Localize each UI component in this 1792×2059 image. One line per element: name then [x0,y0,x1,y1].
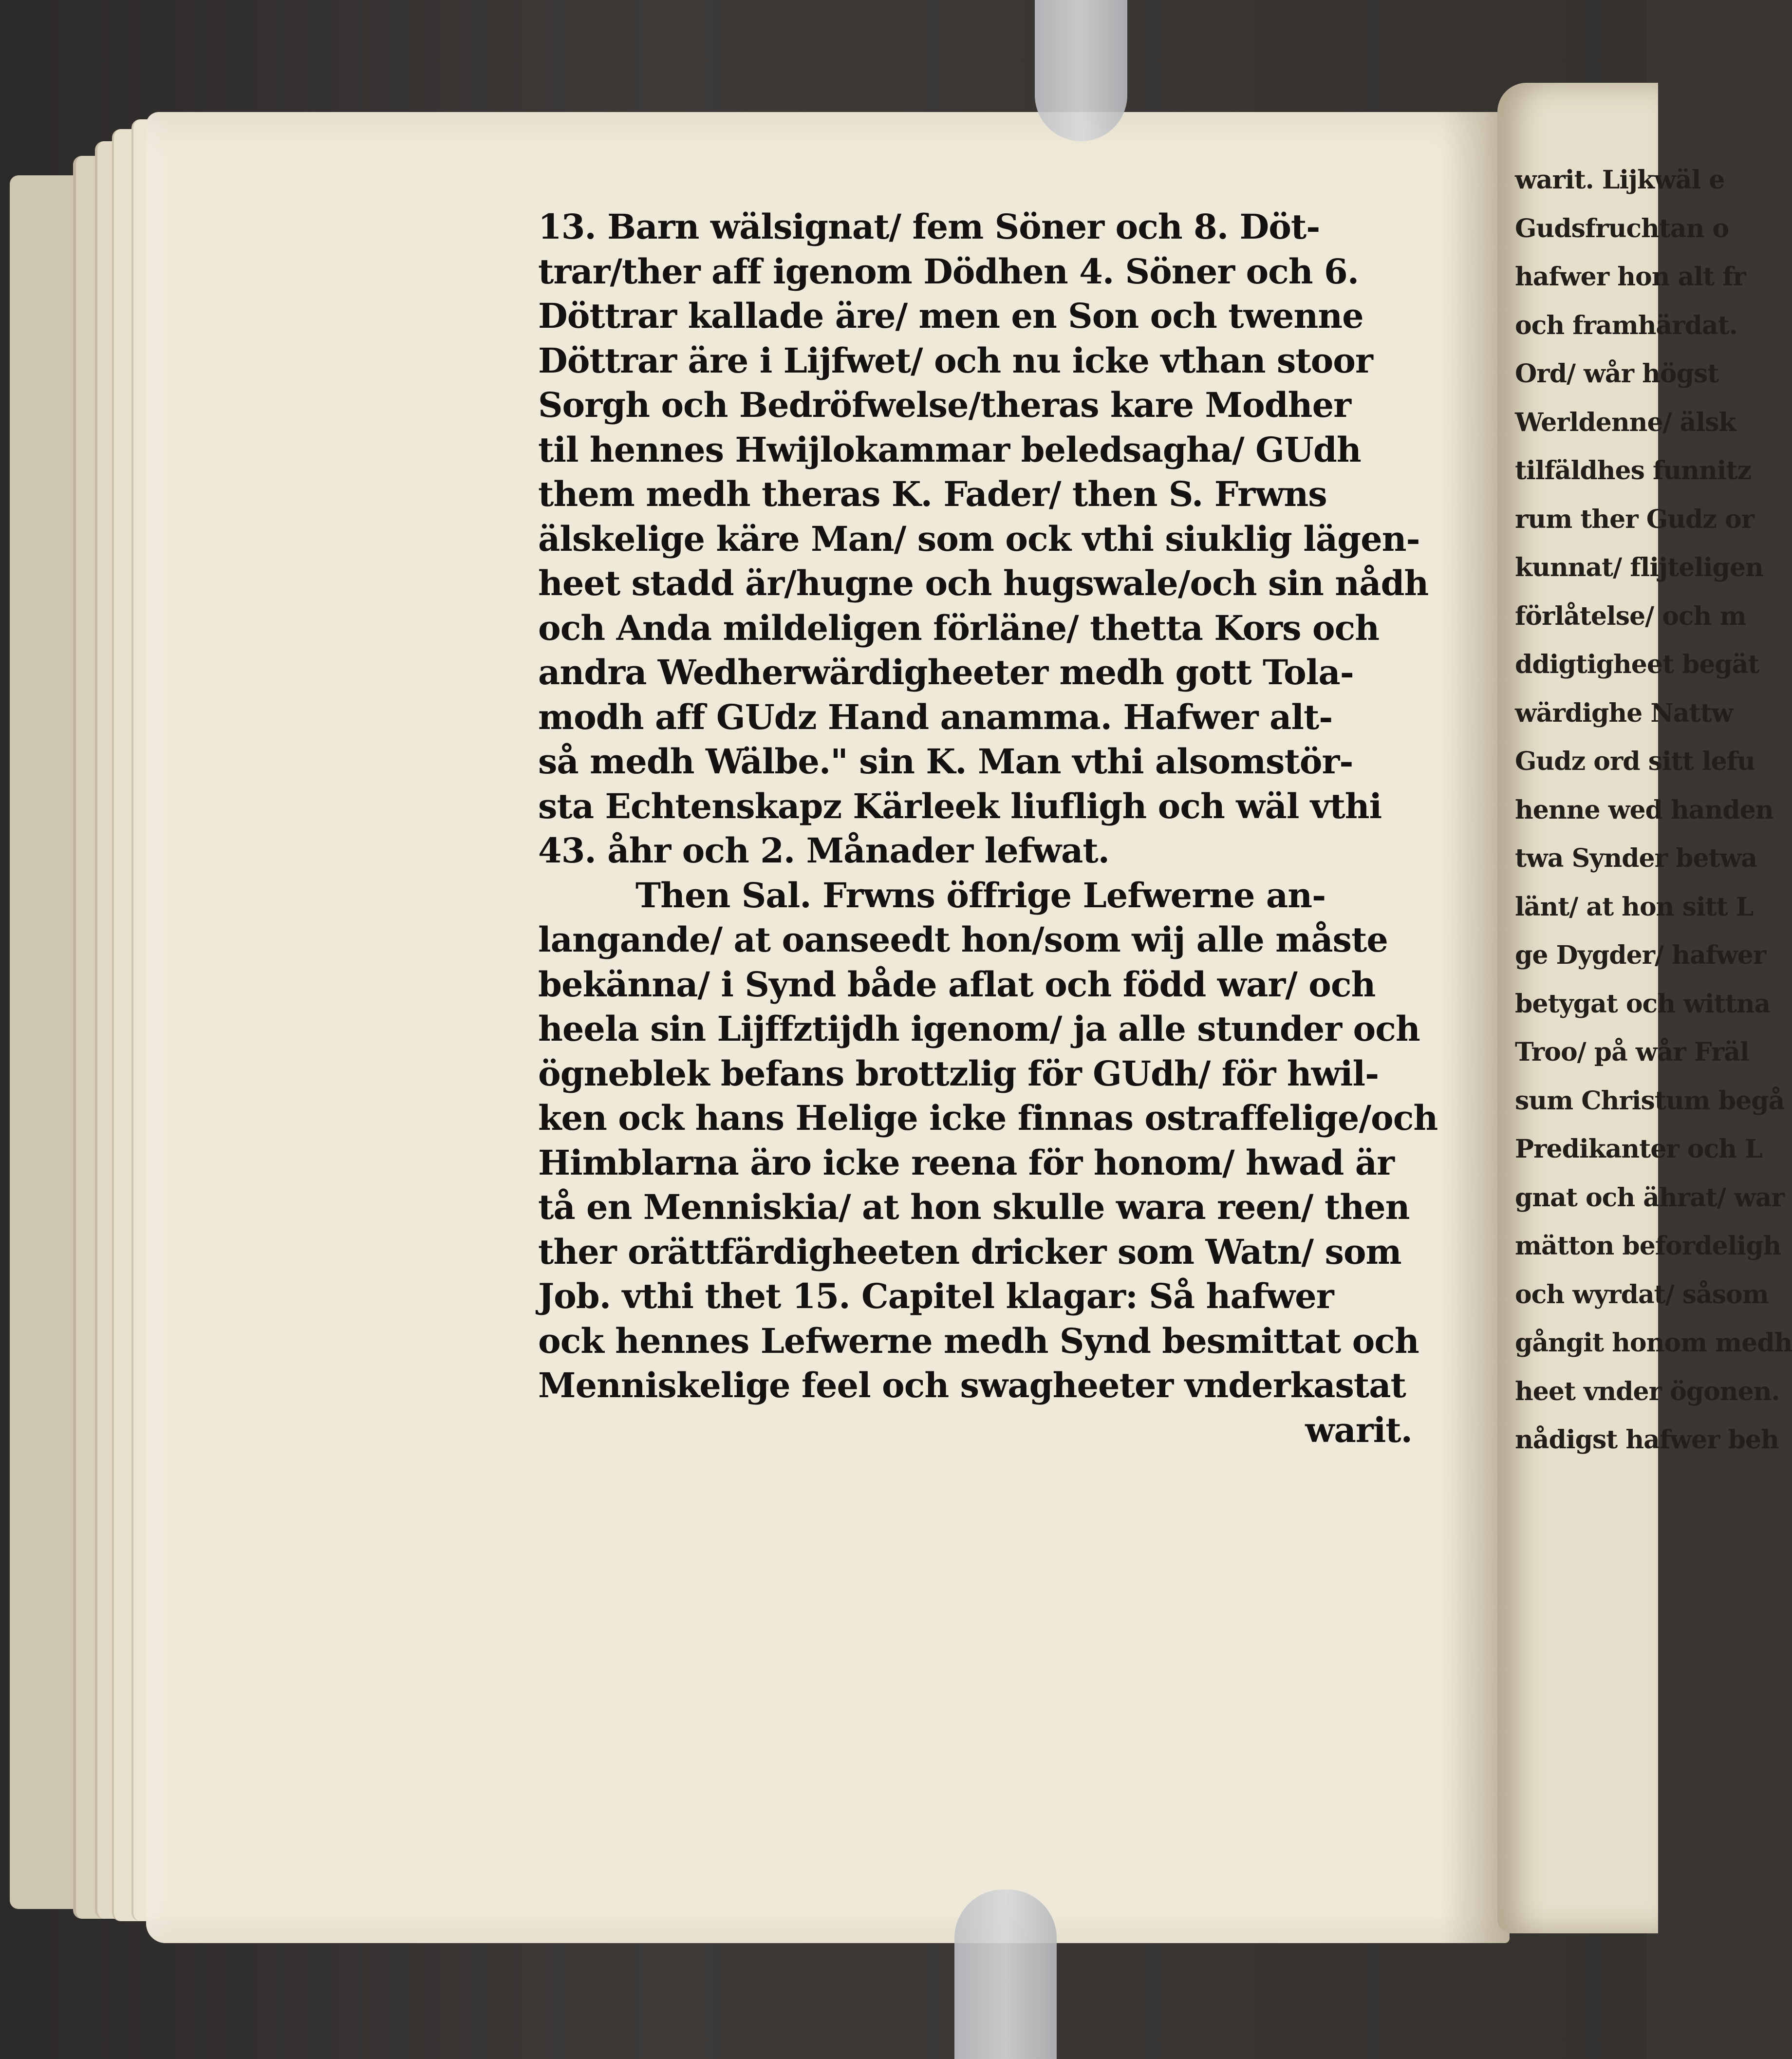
text-line: them medh theras K. Fader/ then S. Frwns [538,474,1327,514]
body-text [538,205,1438,1452]
text-line: Then Sal. Frwns öffrige Lefwerne an- [635,875,1326,916]
text-line: Menniskelige feel och swagheeter vnderkastat [538,1365,1406,1405]
facing-text-line: tilfäldhes funnitz [1515,456,1752,486]
page-clip-top [1035,0,1127,141]
text-line: Job. vthi thet 15. Capitel klagar: Så hafwer [538,1276,1334,1316]
facing-text-line: mätton befordeligh [1515,1231,1781,1261]
facing-text-line: Predikanter och L [1515,1134,1762,1164]
text-line: 13. Barn wälsignat/ fem Söner och 8. Döt- [538,206,1320,247]
text-line: heela sin Lijffztijdh igenom/ ja alle stunder och [538,1009,1420,1049]
text-line: 43. åhr och 2. Månader lefwat. [538,830,1110,871]
text-line: ken ock hans Helige icke finnas ostraffelige/och [538,1098,1438,1138]
facing-text-line: Gudz ord sitt lefu [1515,747,1755,776]
facing-text-line: och wyrdat/ såsom [1515,1279,1769,1310]
text-line: Sorgh och Bedröfwelse/theras kare Modher [538,385,1351,425]
text-line: ock hennes Lefwerne medh Synd besmittat och [538,1320,1419,1361]
text-line: Döttrar äre i Lijfwet/ och nu icke vthan stoor [538,340,1373,381]
facing-text-line: heet vnder ögonen. [1515,1376,1780,1406]
catchword: warit. [1305,1409,1412,1450]
text-line: älskelige käre Man/ som ock vthi siuklig lägen- [538,518,1420,559]
text-line: tå en Menniskia/ at hon skulle wara reen/ then [538,1187,1410,1227]
text-line: andra Wedherwärdigheeter medh gott Tola- [538,652,1354,693]
facing-text-line: förlåtelse/ och m [1515,601,1746,631]
facing-text-line: och framhärdat. [1515,310,1737,340]
text-line: bekänna/ i Synd både aflat och född war/ och [538,964,1376,1005]
facing-text-line: Ord/ wår högst [1515,359,1719,389]
facing-text-line: twa Synder betwa [1515,843,1757,873]
facing-text-line: hafwer hon alt fr [1515,262,1746,292]
facing-text-line: gångit honom medh [1515,1328,1792,1358]
text-line: Döttrar kallade äre/ men en Son och twenne [538,296,1363,336]
page-clip-bottom [954,1890,1057,2059]
facing-page-text [1497,156,1792,1464]
facing-page [1497,83,1792,1933]
text-line: och Anda mildeligen förläne/ thetta Kors och [538,607,1380,648]
facing-text-line: länt/ at hon sitt L [1515,892,1754,922]
facing-text-line: Troo/ på wår Fräl [1515,1037,1749,1067]
facing-text-line: wärdighe Nattw [1515,698,1733,728]
text-line: heet stadd är/hugne och hugswale/och sin nådh [538,563,1429,603]
facing-text-line: rum ther Gudz or [1515,504,1755,534]
text-line: ther orättfärdigheeten dricker som Watn/ som [538,1231,1401,1272]
text-line: trar/ther aff igenom Dödhen 4. Söner och 6. [538,251,1359,292]
facing-text-line: Gudsfruchtan o [1515,213,1729,243]
facing-text-line: Werldenne/ älsk [1515,407,1736,437]
facing-text-line: ddigtigheet begät [1515,650,1759,679]
text-line: ögneblek befans brottzlig för GUdh/ för hwil- [538,1053,1379,1094]
text-line: Himblarna äro icke reena för honom/ hwad är [538,1142,1394,1183]
facing-text-line: nådigst hafwer beh [1515,1425,1779,1455]
facing-text-line: ge Dygder/ hafwer [1515,940,1766,970]
facing-text-line: betygat och wittna [1515,989,1771,1019]
text-line: modh aff GUdz Hand anamma. Hafwer alt- [538,696,1333,737]
facing-text-line: henne wed handen [1515,795,1773,825]
text-line: sta Echtenskapz Kärleek liufligh och wäl vthi [538,786,1382,826]
facing-text-line: sum Christum begå [1515,1086,1785,1116]
facing-text-line: kunnat/ flijteligen [1515,553,1763,582]
facing-text-line: warit. Lijkwäl e [1515,165,1725,195]
text-line: så medh Wälbe." sin K. Man vthi alsomstör- [538,741,1353,782]
text-line: langande/ at oanseedt hon/som wij alle måste [538,919,1388,960]
text-line: til hennes Hwijlokammar beledsagha/ GUdh [538,429,1361,470]
facing-text-line: gnat och ährat/ war [1515,1182,1784,1213]
